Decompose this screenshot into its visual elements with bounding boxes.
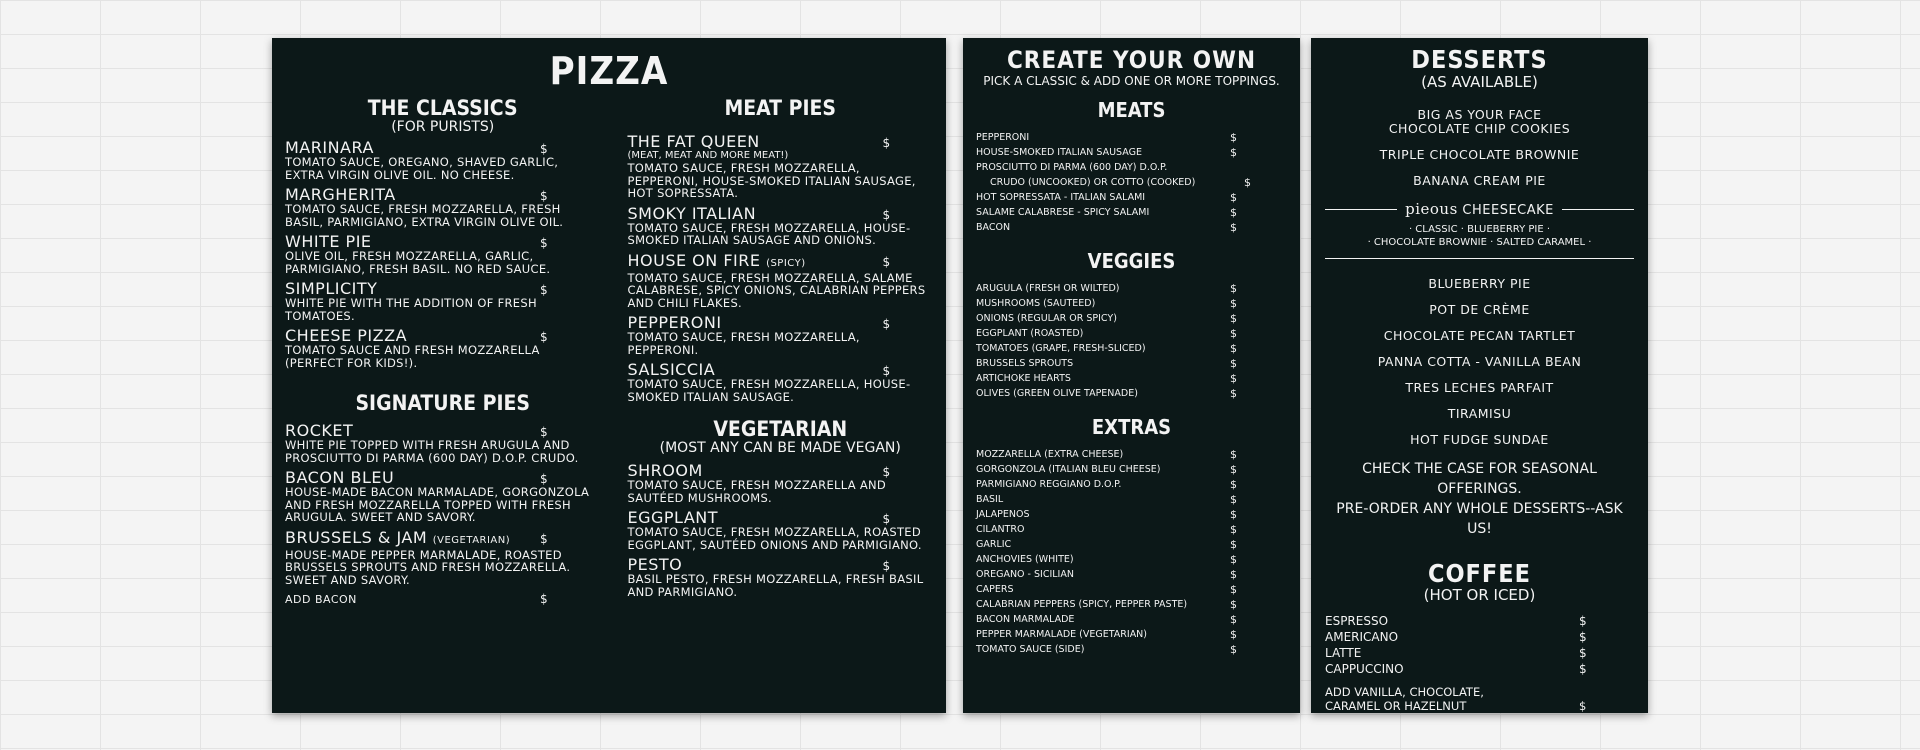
- menu-item: [285, 281, 600, 322]
- topping-row: [976, 160, 1287, 175]
- topping-row: [976, 447, 1287, 462]
- item-price: $: [540, 472, 548, 486]
- classics-subheading: (FOR PURISTS): [391, 119, 495, 135]
- dessert-item: TRES LECHES PARFAIT: [1405, 380, 1554, 395]
- item-description: TOMATO SAUCE, FRESH MOZZARELLA, HOUSE-SMOKED ITALIAN SAUSAGE.: [627, 377, 911, 404]
- topping-row-name: EGGPLANT (ROASTED): [976, 328, 1084, 339]
- topping-row-name: ONIONS (REGULAR OR SPICY): [976, 313, 1117, 324]
- menu-item: [627, 315, 933, 356]
- item-name: SMOKY ITALIAN: [627, 203, 757, 223]
- meats-heading: MEATS: [1097, 98, 1166, 122]
- coffee-addon-price: $: [1579, 699, 1587, 713]
- item-price: $: [540, 142, 548, 156]
- item-description: HOUSE-MADE PEPPER MARMALADE, ROASTED BRUSSELS SPROUTS AND FRESH MOZZARELLA. SWEET AND SAVORY.: [285, 547, 571, 587]
- topping-row-name: HOUSE-SMOKED ITALIAN SAUSAGE: [976, 147, 1142, 158]
- pizza-right-column: [627, 96, 933, 608]
- item-price: $: [540, 531, 548, 546]
- menu-item: [285, 140, 600, 181]
- coffee-row-price: $: [1579, 630, 1587, 644]
- cheesecake-row: [1325, 200, 1634, 218]
- addon-name: ADD BACON: [285, 593, 357, 606]
- dessert-item: POT DE CRÈME: [1429, 302, 1530, 317]
- coffee-subtitle: (HOT OR ICED): [1423, 586, 1536, 604]
- topping-row-price: $: [1230, 297, 1237, 310]
- vegetarian-heading: VEGETARIAN: [713, 417, 848, 441]
- divider: [1562, 209, 1634, 210]
- topping-row-name: ARTICHOKE HEARTS: [976, 373, 1071, 384]
- topping-row-name: BRUSSELS SPROUTS: [976, 358, 1074, 369]
- item-name: THE FAT QUEEN: [627, 132, 760, 151]
- cheesecake-brand: pieous: [1405, 200, 1458, 218]
- classics-heading: THE CLASSICS: [367, 96, 518, 120]
- meats-list: [976, 130, 1287, 235]
- topping-row-name: TOMATOES (GRAPE, FRESH-SLICED): [976, 343, 1146, 354]
- topping-row: [976, 130, 1287, 145]
- coffee-row-name: AMERICANO: [1325, 630, 1399, 644]
- topping-row-price: $: [1230, 282, 1237, 295]
- topping-row-name: MUSHROOMS (SAUTEED): [976, 298, 1096, 309]
- topping-row: [976, 462, 1287, 477]
- topping-row-name: GARLIC: [976, 539, 1012, 550]
- topping-row-price: $: [1230, 568, 1237, 581]
- topping-row-name: TOMATO SAUCE (SIDE): [976, 644, 1085, 655]
- menu-item: [627, 362, 933, 403]
- item-price: $: [540, 330, 548, 344]
- item-price: $: [882, 207, 891, 222]
- topping-row: [976, 371, 1287, 386]
- seasonal-note-1: CHECK THE CASE FOR SEASONAL OFFERINGS.: [1362, 461, 1597, 497]
- meat-heading: MEAT PIES: [724, 96, 837, 120]
- topping-row: [976, 612, 1287, 627]
- coffee-row: [1325, 645, 1634, 661]
- item-name: [285, 527, 540, 549]
- topping-row: [976, 522, 1287, 537]
- menu-item: [285, 187, 600, 228]
- item-description: TOMATO SAUCE AND FRESH MOZZARELLA (PERFECT FOR KIDS!).: [285, 343, 540, 370]
- item-name: MARINARA: [285, 138, 374, 157]
- topping-row-price: $: [1230, 448, 1237, 461]
- cheesecake-name: [1397, 200, 1562, 218]
- coffee-addon-name: [1325, 685, 1579, 713]
- item-description: TOMATO SAUCE, FRESH MOZZARELLA, SALAME CALABRESE, SPICY ONIONS, CALABRIAN PEPPERS AND CHILI FLAKES.: [627, 270, 926, 310]
- topping-row: [976, 386, 1287, 401]
- topping-row-price: $: [1230, 583, 1237, 596]
- topping-row: [976, 220, 1287, 235]
- topping-row: [976, 627, 1287, 642]
- cheesecake-flavors-2: · CHOCOLATE BROWNIE · SALTED CARAMEL ·: [1367, 237, 1592, 248]
- item-price: $: [882, 364, 891, 378]
- menu-item: [285, 423, 600, 464]
- item-price: $: [882, 317, 891, 331]
- topping-row: [976, 567, 1287, 582]
- desserts-board: [1311, 38, 1648, 713]
- topping-row-name: JALAPENOS: [976, 509, 1030, 520]
- dessert-item: TRIPLE CHOCOLATE BROWNIE: [1379, 147, 1580, 162]
- topping-row-price: $: [1230, 628, 1237, 641]
- topping-row: [976, 311, 1287, 326]
- topping-row-price: $: [1230, 523, 1237, 536]
- item-description: HOUSE-MADE BACON MARMALADE, GORGONZOLA AND FRESH MOZZARELLA TOPPED WITH FRESH ARUGULA. SWEET AND SAVORY.: [285, 485, 590, 524]
- topping-row: [976, 477, 1287, 492]
- topping-row-price: $: [1230, 327, 1237, 340]
- topping-row: [976, 341, 1287, 356]
- dessert-cookie-line2: CHOCOLATE CHIP COOKIES: [1388, 121, 1571, 136]
- item-note: (MEAT, MEAT AND MORE MEAT!): [627, 150, 789, 161]
- divider: [1325, 209, 1397, 210]
- item-name: BACON BLEU: [285, 468, 395, 487]
- item-price: $: [882, 465, 891, 479]
- topping-row-name: OREGANO - SICILIAN: [976, 569, 1074, 580]
- veggies-heading: VEGGIES: [1087, 249, 1176, 273]
- item-tag: (SPICY): [766, 257, 806, 269]
- topping-row-name: HOT SOPRESSATA - ITALIAN SALAMI: [976, 192, 1146, 203]
- topping-row-name: GORGONZOLA (ITALIAN BLEU CHEESE): [976, 464, 1161, 475]
- pizza-left-column: [285, 96, 600, 608]
- topping-row-price: $: [1230, 538, 1237, 551]
- item-name-text: HOUSE ON FIRE: [627, 250, 761, 270]
- topping-row-name: ARUGULA (FRESH OR WILTED): [976, 283, 1120, 294]
- divider: [1325, 258, 1634, 259]
- veggies-list: [976, 281, 1287, 401]
- dessert-item: TIRAMISU: [1447, 406, 1512, 421]
- coffee-row-price: $: [1579, 614, 1587, 628]
- item-name: SHROOM: [627, 461, 703, 480]
- item-price: $: [882, 136, 891, 150]
- topping-row: [976, 537, 1287, 552]
- pizza-menu-board: [272, 38, 946, 713]
- desserts-subtitle: (AS AVAILABLE): [1421, 73, 1538, 91]
- item-price: $: [882, 254, 891, 269]
- item-price: $: [882, 512, 891, 526]
- item-price: $: [540, 425, 548, 439]
- dessert-item: HOT FUDGE SUNDAE: [1410, 432, 1549, 447]
- item-name-text: BRUSSELS & JAM: [285, 527, 428, 547]
- topping-row-price: $: [1230, 478, 1237, 491]
- item-name: EGGPLANT: [627, 508, 719, 527]
- topping-row-price: $: [1230, 387, 1237, 400]
- coffee-addon-line1: ADD VANILLA, CHOCOLATE,: [1325, 685, 1484, 699]
- item-description: TOMATO SAUCE, FRESH MOZZARELLA, FRESH BASIL, PARMIGIANO, EXTRA VIRGIN OLIVE OIL.: [285, 202, 564, 229]
- create-title: CREATE YOUR OWN: [1006, 46, 1257, 74]
- item-name: MARGHERITA: [285, 185, 396, 204]
- item-description: WHITE PIE WITH THE ADDITION OF FRESH TOMATOES.: [285, 296, 537, 323]
- item-name: WHITE PIE: [285, 232, 372, 251]
- topping-row: [976, 492, 1287, 507]
- topping-row-name: PROSCIUTTO DI PARMA (600 DAY) D.O.P.: [976, 162, 1168, 173]
- topping-row-price: $: [1230, 463, 1237, 476]
- topping-row-name: MOZZARELLA (EXTRA CHEESE): [976, 449, 1124, 460]
- coffee-row: [1325, 629, 1634, 645]
- topping-row-price: $: [1230, 372, 1237, 385]
- topping-row-name: SALAME CALABRESE - SPICY SALAMI: [976, 207, 1150, 218]
- coffee-addon: [1325, 685, 1634, 713]
- topping-row: [976, 190, 1287, 205]
- item-tag: (VEGETARIAN): [432, 534, 511, 546]
- topping-row: [976, 296, 1287, 311]
- menu-item: [285, 470, 600, 524]
- vegetarian-subheading: (MOST ANY CAN BE MADE VEGAN): [659, 440, 901, 456]
- topping-row-name: CAPERS: [976, 584, 1014, 595]
- topping-row-price: $: [1230, 357, 1237, 370]
- coffee-row-name: CAPPUCCINO: [1325, 662, 1404, 676]
- topping-row-price: $: [1230, 131, 1237, 144]
- item-name: ROCKET: [285, 421, 354, 440]
- extras-list: [976, 447, 1287, 657]
- topping-row-name: CILANTRO: [976, 524, 1025, 535]
- menu-item: [627, 557, 933, 598]
- extras-heading: EXTRAS: [1091, 415, 1172, 439]
- topping-row-name: OLIVES (GREEN OLIVE TAPENADE): [976, 388, 1138, 399]
- topping-row: [976, 205, 1287, 220]
- coffee-list: [1325, 613, 1634, 677]
- dessert-list: [1325, 277, 1634, 447]
- create-your-own-board: [963, 38, 1300, 713]
- item-description: TOMATO SAUCE, OREGANO, SHAVED GARLIC, EXTRA VIRGIN OLIVE OIL. NO CHEESE.: [285, 155, 559, 182]
- coffee-row-price: $: [1579, 662, 1587, 676]
- topping-row-price: $: [1230, 643, 1237, 656]
- cheesecake-label: CHEESECAKE: [1462, 203, 1554, 218]
- topping-row: [976, 507, 1287, 522]
- coffee-row-name: LATTE: [1325, 646, 1362, 660]
- item-name: [627, 250, 882, 272]
- desserts-title: DESSERTS: [1411, 45, 1548, 74]
- menu-item: [627, 463, 933, 504]
- topping-row-price: $: [1230, 146, 1237, 159]
- topping-row-price: $: [1230, 598, 1237, 611]
- dessert-item: PANNA COTTA - VANILLA BEAN: [1377, 354, 1582, 369]
- topping-row-price: $: [1230, 493, 1237, 506]
- item-name: SIMPLICITY: [285, 279, 378, 298]
- menu-item: [627, 134, 933, 200]
- topping-row-name: BASIL: [976, 494, 1004, 505]
- item-description: BASIL PESTO, FRESH MOZZARELLA, FRESH BASIL AND PARMIGIANO.: [627, 572, 924, 599]
- topping-row-name: BACON MARMALADE: [976, 614, 1075, 625]
- menu-item: [627, 250, 933, 310]
- topping-row-price: $: [1230, 508, 1237, 521]
- topping-row: [976, 281, 1287, 296]
- topping-row: [976, 356, 1287, 371]
- topping-row-name: ANCHOVIES (WHITE): [976, 554, 1074, 565]
- topping-row: [976, 582, 1287, 597]
- topping-row: [976, 326, 1287, 341]
- menu-item: [627, 510, 933, 551]
- signature-heading: SIGNATURE PIES: [355, 391, 531, 415]
- seasonal-note-2: PRE-ORDER ANY WHOLE DESSERTS--ASK US!: [1336, 501, 1623, 537]
- item-description: TOMATO SAUCE, FRESH MOZZARELLA, PEPPERONI, HOUSE-SMOKED ITALIAN SAUSAGE, HOT SOPRESSATA.: [627, 161, 916, 200]
- cheesecake-flavors-1: · CLASSIC · BLUEBERRY PIE ·: [1408, 224, 1551, 235]
- item-description: TOMATO SAUCE, FRESH MOZZARELLA, PEPPERONI.: [627, 330, 860, 357]
- topping-row-price: $: [1230, 206, 1237, 219]
- topping-row: [976, 597, 1287, 612]
- item-description: OLIVE OIL, FRESH MOZZARELLA, GARLIC, PARMIGIANO, FRESH BASIL. NO RED SAUCE.: [285, 249, 551, 276]
- menu-item: [285, 328, 600, 369]
- item-name: SALSICCIA: [627, 360, 716, 379]
- menu-item: [285, 234, 600, 275]
- topping-row-price: $: [1230, 312, 1237, 325]
- dessert-item: BLUEBERRY PIE: [1428, 276, 1531, 291]
- topping-row-name: PARMIGIANO REGGIANO D.O.P.: [976, 479, 1122, 490]
- dessert-cookie-line1: BIG AS YOUR FACE: [1417, 107, 1542, 122]
- item-name: PESTO: [627, 555, 683, 574]
- dessert-item: CHOCOLATE PECAN TARTLET: [1383, 328, 1576, 343]
- topping-row-price: $: [1244, 176, 1251, 189]
- item-description: TOMATO SAUCE, FRESH MOZZARELLA, ROASTED EGGPLANT, SAUTÉED ONIONS AND PARMIGIANO.: [627, 525, 922, 552]
- item-price: $: [540, 236, 548, 250]
- topping-row: [976, 175, 1287, 190]
- item-name: PEPPERONI: [627, 313, 722, 332]
- topping-row-price: $: [1230, 553, 1237, 566]
- topping-row: [976, 145, 1287, 160]
- create-subtitle: PICK A CLASSIC & ADD ONE OR MORE TOPPINGS.: [983, 74, 1280, 88]
- topping-row-name: BACON: [976, 222, 1011, 233]
- item-price: $: [540, 189, 548, 203]
- menu-item: [285, 527, 600, 587]
- item-price: $: [540, 283, 548, 297]
- topping-row-name: PEPPER MARMALADE (VEGETARIAN): [976, 629, 1147, 640]
- pizza-title: PIZZA: [549, 49, 669, 93]
- coffee-row: [1325, 661, 1634, 677]
- topping-row-price: $: [1230, 613, 1237, 626]
- topping-row-name: PEPPERONI: [976, 132, 1030, 143]
- addon-item: [285, 592, 600, 608]
- coffee-title: COFFEE: [1427, 559, 1532, 588]
- topping-row-name: CALABRIAN PEPPERS (SPICY, PEPPER PASTE): [976, 599, 1188, 610]
- item-description: WHITE PIE TOPPED WITH FRESH ARUGULA AND PROSCIUTTO DI PARMA (600 DAY) D.O.P. CRUDO.: [285, 438, 579, 465]
- topping-row-price: $: [1230, 221, 1237, 234]
- addon-price: $: [540, 592, 548, 606]
- menu-item: [627, 203, 933, 247]
- coffee-row: [1325, 613, 1634, 629]
- coffee-row-price: $: [1579, 646, 1587, 660]
- item-name: CHEESE PIZZA: [285, 326, 408, 345]
- topping-row-price: $: [1230, 342, 1237, 355]
- coffee-addon-line2: CARAMEL OR HAZELNUT: [1325, 699, 1467, 713]
- item-description: TOMATO SAUCE, FRESH MOZZARELLA AND SAUTÉED MUSHROOMS.: [627, 478, 887, 505]
- coffee-row-name: ESPRESSO: [1325, 614, 1389, 628]
- topping-row-price: $: [1230, 191, 1237, 204]
- topping-row-name: CRUDO (UNCOOKED) OR COTTO (COOKED): [990, 177, 1196, 188]
- item-price: $: [882, 559, 891, 573]
- topping-row: [976, 642, 1287, 657]
- dessert-item: BANANA CREAM PIE: [1413, 173, 1546, 188]
- item-description: TOMATO SAUCE, FRESH MOZZARELLA, HOUSE-SMOKED ITALIAN SAUSAGE AND ONIONS.: [627, 220, 911, 247]
- topping-row: [976, 552, 1287, 567]
